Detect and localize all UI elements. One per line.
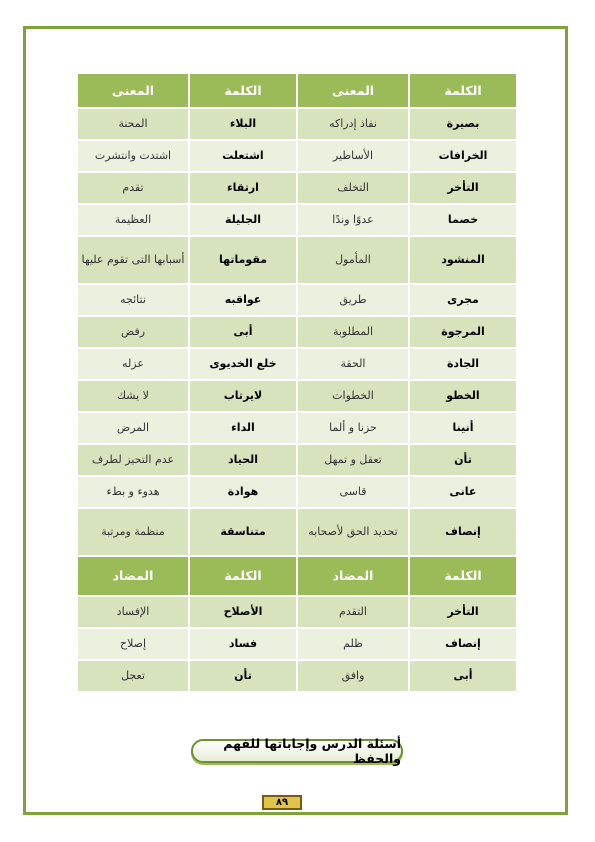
word-cell: اشتعلت [189,140,297,172]
word-cell: تأن [409,444,517,476]
table-row [77,444,517,476]
meaning-cell: عزله [77,348,189,380]
word-cell: أبى [409,660,517,692]
word-cell: المرجوة [409,316,517,348]
table-row [77,628,517,660]
word-cell: عانى [409,476,517,508]
word-cell: الجليلة [189,204,297,236]
word-cell: عواقبه [189,284,297,316]
meaning-cell: تحديد الحق لأصحابه [297,508,409,556]
column-header: الكلمة [409,556,517,596]
table-header-row [77,73,517,108]
table-row [77,412,517,444]
word-cell: خصما [409,204,517,236]
word-cell: الجادة [409,348,517,380]
word-cell: إنصاف [409,628,517,660]
word-cell: الحياد [189,444,297,476]
meaning-cell: التقدم [297,596,409,628]
meaning-cell: لا يشك [77,380,189,412]
table-row [77,172,517,204]
table-row [77,476,517,508]
meaning-cell: وافق [297,660,409,692]
meaning-cell: المأمول [297,236,409,284]
meaning-cell: رفض [77,316,189,348]
word-cell: الخرافات [409,140,517,172]
table-row [77,380,517,412]
meaning-cell: قاسى [297,476,409,508]
word-cell: متناسقة [189,508,297,556]
meaning-cell: المطلوبة [297,316,409,348]
meaning-cell: طريق [297,284,409,316]
word-cell: ارتقاء [189,172,297,204]
table-row [77,660,517,692]
table-row [77,140,517,172]
word-cell: بصيرة [409,108,517,140]
meaning-cell: تعقل و تمهل [297,444,409,476]
word-cell: خلع الخديوى [189,348,297,380]
page-number [262,795,302,810]
banner-title: أسئلة الدرس وإجاباتها للفهم والحفظ [223,736,401,766]
word-cell: تأن [189,660,297,692]
meaning-cell: المرض [77,412,189,444]
table-row [77,596,517,628]
meaning-cell: نتائجه [77,284,189,316]
word-cell: البلاء [189,108,297,140]
word-cell: إنصاف [409,508,517,556]
column-header: الكلمة [189,556,297,596]
word-cell: فساد [189,628,297,660]
meaning-cell: تعجل [77,660,189,692]
word-cell: أبى [189,316,297,348]
meaning-cell: عدم التحيز لطرف [77,444,189,476]
table-row [77,316,517,348]
meaning-cell: إصلاح [77,628,189,660]
table-row [77,204,517,236]
column-header: المضاد [297,556,409,596]
meaning-cell: الإفساد [77,596,189,628]
column-header: المضاد [77,556,189,596]
meaning-cell: الخطوات [297,380,409,412]
meaning-cell: نفاذ إدراكه [297,108,409,140]
meaning-cell: التخلف [297,172,409,204]
meaning-cell: عدوًا وندًا [297,204,409,236]
column-header: المعنى [297,73,409,108]
meaning-cell: تقدم [77,172,189,204]
meaning-cell: المحنة [77,108,189,140]
word-cell: التأخر [409,172,517,204]
meaning-cell: الأساطير [297,140,409,172]
column-header: الكلمة [409,73,517,108]
table-row [77,108,517,140]
table-row [77,348,517,380]
column-header: الكلمة [189,73,297,108]
vocabulary-table [76,72,518,693]
word-cell: الأصلاح [189,596,297,628]
column-header: المعنى [77,73,189,108]
table-row [77,284,517,316]
meaning-cell: العظيمة [77,204,189,236]
word-cell: أنينا [409,412,517,444]
word-cell: هوادة [189,476,297,508]
meaning-cell: أسبابها التى تقوم عليها [77,236,189,284]
table-header-row [77,556,517,596]
word-cell: الداء [189,412,297,444]
word-cell: الخطو [409,380,517,412]
meaning-cell: ظلم [297,628,409,660]
table-row [77,236,517,284]
word-cell: المنشود [409,236,517,284]
meaning-cell: الحقة [297,348,409,380]
word-cell: لايرتاب [189,380,297,412]
meaning-cell: حزنا و ألما [297,412,409,444]
word-cell: مقوماتها [189,236,297,284]
page-number-label: ٨٩ [275,797,289,808]
section-banner [191,736,403,766]
word-cell: التأخر [409,596,517,628]
word-cell: مجرى [409,284,517,316]
meaning-cell: اشتدت وانتشرت [77,140,189,172]
meaning-cell: منظمة ومرتبة [77,508,189,556]
meaning-cell: هدوء و بطء [77,476,189,508]
table-row [77,508,517,556]
